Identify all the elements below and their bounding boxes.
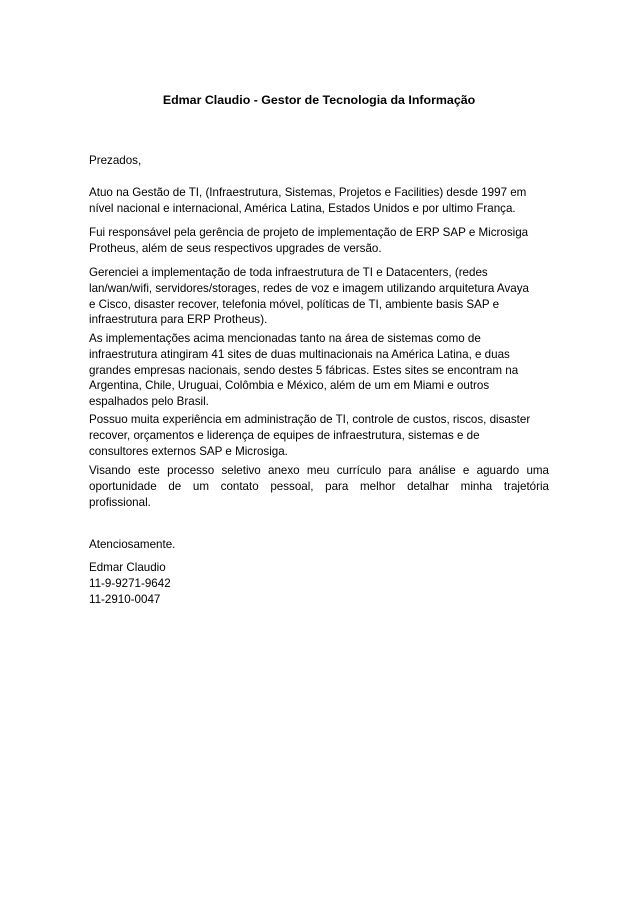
signoff <box>89 537 549 553</box>
paragraph-line: Atuo na Gestão de TI, (Infraestrutura, Sistemas, Projetos e Facilities) desde 1997 em <box>89 186 527 199</box>
paragraph-line: nível nacional e internacional, América Latina, Estados Unidos e por ultimo França. <box>89 201 516 215</box>
paragraph-line: As implementações acima mencionadas tanto na área de sistemas como de <box>89 332 481 345</box>
document-title: Edmar Claudio - Gestor de Tecnologia da Informação <box>162 93 476 107</box>
paragraph-line: lan/wan/wifi, servidores/storages, redes de voz e imagem utilizando arquitetura Avaya <box>89 281 529 295</box>
paragraph-experience <box>89 185 549 217</box>
paragraph-line: infraestrutura atingiram 41 sites de duas multinacionais na América Latina, e duas <box>89 347 510 361</box>
greeting-text: Prezados, <box>89 154 142 167</box>
paragraph-line: oportunidade de um contato pessoal, para melhor detalhar minha trajetória <box>89 479 549 493</box>
paragraph-line: recover, orçamentos e liderença de equipes de infraestrutura, sistemas e de <box>89 428 480 442</box>
paragraph-line: Fui responsável pela gerência de projeto de implementação de ERP SAP e Microsiga <box>89 226 529 239</box>
paragraph-line: Protheus, além de seus respectivos upgrades de versão. <box>89 241 382 255</box>
paragraph-line: Gerenciei a implementação de toda infraestrutura de TI e Datacenters, (redes <box>89 266 488 279</box>
paragraph-line: Possuo muita experiência em administração de TI, controle de custos, riscos, disaster <box>89 413 531 426</box>
paragraph-erp-projects <box>89 225 549 257</box>
paragraph-line: Visando este processo seletivo anexo meu currículo para análise e aguardo uma <box>89 464 549 477</box>
paragraph-line: grandes empresas nacionais, sendo destes 5 fábricas. Estes sites se encontram na <box>89 363 519 377</box>
paragraph-line: infraestrutura para ERP Protheus). <box>89 313 268 327</box>
paragraph-closing <box>89 463 549 510</box>
paragraph-infrastructure <box>89 265 549 328</box>
paragraph-line: profissional. <box>89 495 151 509</box>
paragraph-implementations <box>89 331 549 410</box>
paragraph-line: e Cisco, disaster recover, telefonia móvel, políticas de TI, ambiente basis SAP e <box>89 297 500 311</box>
signature-phone-mobile: 11-9-9271-9642 <box>89 576 171 590</box>
signature-block <box>89 560 549 607</box>
greeting <box>89 153 549 169</box>
paragraph-line: espalhados pelo Brasil. <box>89 395 209 409</box>
paragraph-line: Argentina, Chile, Uruguai, Colômbia e México, além de um em Miami e outros <box>89 379 490 393</box>
signature-name: Edmar Claudio <box>89 561 166 574</box>
signoff-text: Atenciosamente. <box>89 538 176 551</box>
paragraph-management <box>89 412 549 459</box>
paragraph-line: consultores externos SAP e Microsiga. <box>89 444 288 458</box>
signature-phone-landline: 11-2910-0047 <box>89 592 161 606</box>
